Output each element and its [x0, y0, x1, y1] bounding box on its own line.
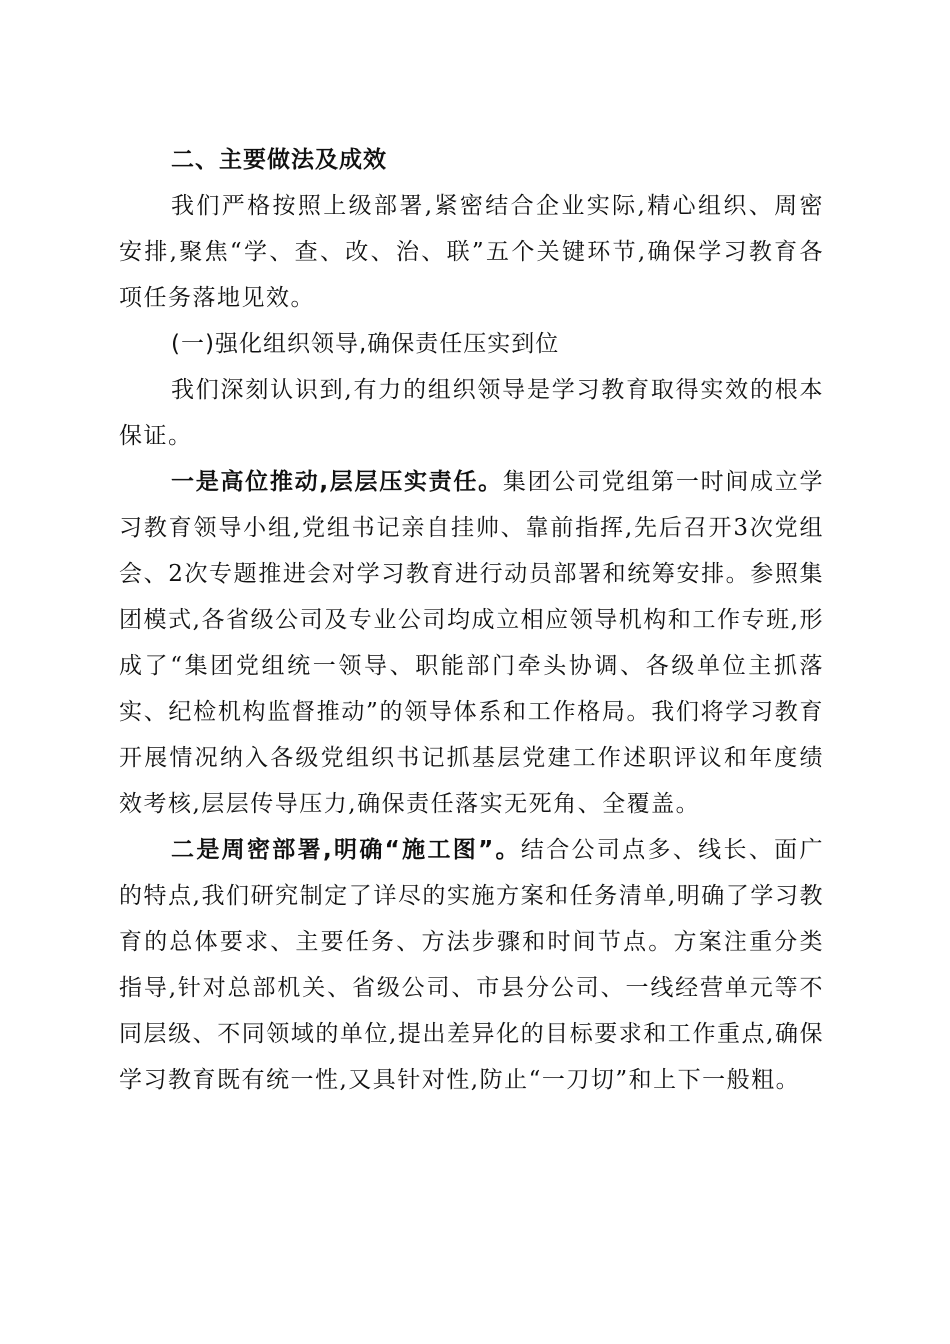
- subsection-intro-paragraph: 我们深刻认识到,有力的组织领导是学习教育取得实效的根本保证。: [119, 377, 824, 449]
- section-intro-paragraph: 我们严格按照上级部署,紧密结合企业实际,精心组织、周密安排,聚焦“学、查、改、治、联”五个关键环节,确保学习教育各项任务落地见效。: [119, 193, 824, 311]
- subsection-title: (一)强化组织领导,确保责任压实到位: [171, 331, 560, 357]
- point-two-lead: 二是周密部署,明确“施工图”。: [171, 837, 521, 863]
- point-one-body: 集团公司党组第一时间成立学习教育领导小组,党组书记亲自挂帅、靠前指挥,先后召开3次党组会、2次专题推进会对学习教育进行动员部署和统筹安排。参照集团模式,各省级公司及专业公司均成立相应领导机构和工作专班,形成了“集团党组统一领导、职能部门牵头协调、各级单位主抓落实、纪检机构监督推动”的领导体系和工作格局。我们将学习教育开展情况纳入各级党组织书记抓基层党建工作述职评议和年度绩效考核,层层传导压力,确保责任落实无死角、全覆盖。: [119, 469, 824, 817]
- point-two-body: 结合公司点多、线长、面广的特点,我们研究制定了详尽的实施方案和任务清单,明确了学习教育的总体要求、主要任务、方法步骤和时间节点。方案注重分类指导,针对总部机关、省级公司、市县分公司、一线经营单元等不同层级、不同领域的单位,提出差异化的目标要求和工作重点,确保学习教育既有统一性,又具针对性,防止“一刀切”和上下一般粗。: [119, 837, 824, 1093]
- point-two-paragraph: [119, 827, 824, 1103]
- section-title: 二、主要做法及成效: [171, 147, 387, 173]
- point-one-paragraph: [119, 459, 824, 827]
- document-body: [119, 137, 824, 1103]
- point-one-lead: 一是高位推动,层层压实责任。: [171, 469, 503, 495]
